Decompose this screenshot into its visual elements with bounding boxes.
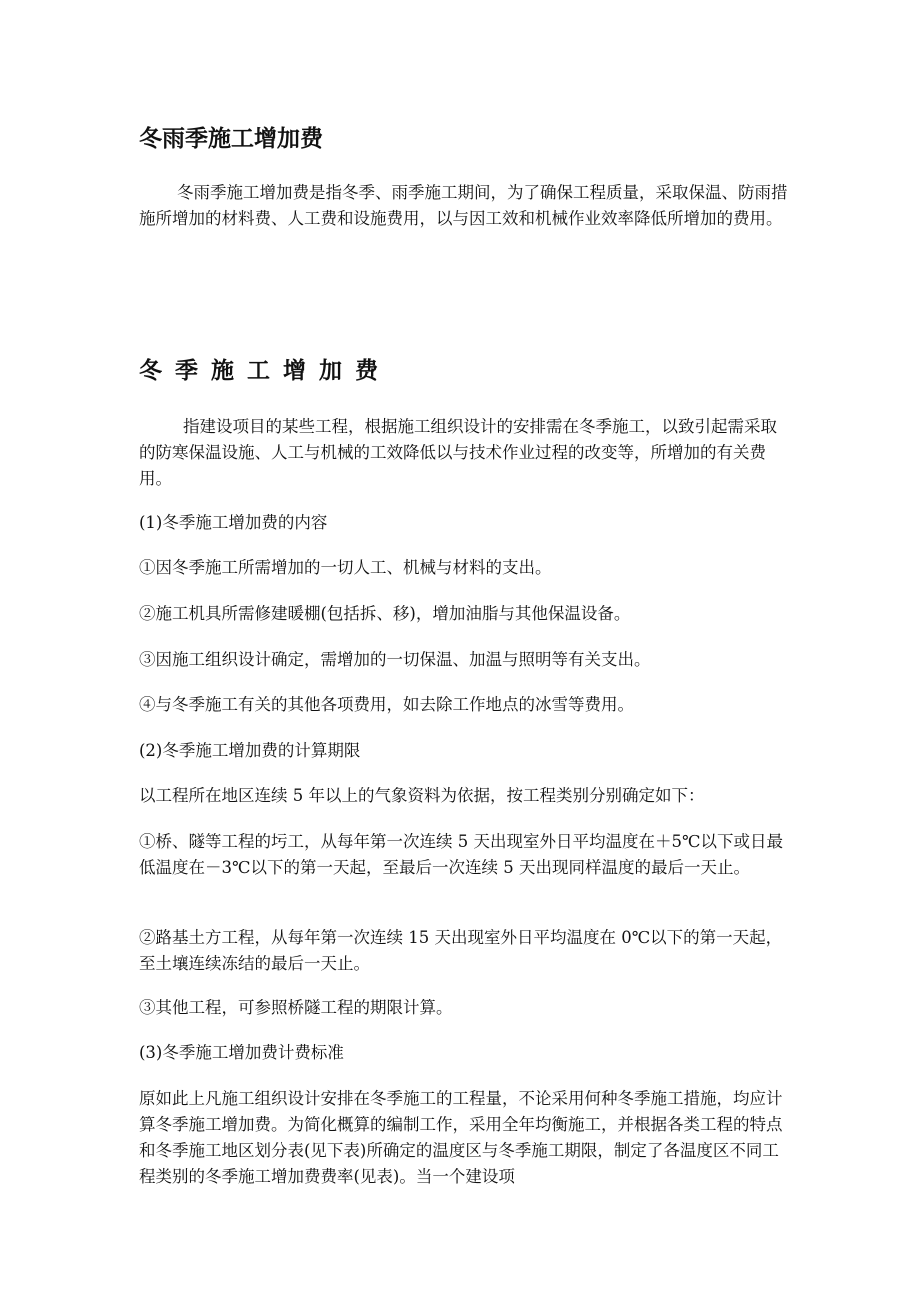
content-item-4: ④与冬季施工有关的其他各项费用，如去除工作地点的冰雪等费用。 xyxy=(139,695,634,714)
heading-content: (1)冬季施工增加费的内容 xyxy=(139,513,328,532)
heading-standard: (3)冬季施工增加费计费标准 xyxy=(139,1043,344,1062)
content-item-3: ③因施工组织设计确定，需增加的一切保温、加温与照明等有关支出。 xyxy=(139,650,651,669)
heading-period: (2)冬季施工增加费的计算期限 xyxy=(139,741,361,760)
section2-intro: 指建设项目的某些工程，根据施工组织设计的安排需在冬季施工，以致引起需采取的防寒保温设施、人工与机械的工效降低以与技术作业过程的改变等，所增加的有关费用。 xyxy=(139,417,777,488)
period-item-3: ③其他工程，可参照桥隧工程的期限计算。 xyxy=(139,998,453,1017)
section1-paragraph: 冬雨季施工增加费是指冬季、雨季施工期间，为了确保工程质量，采取保温、防雨措施所增加的材料费、人工费和设施费用，以与因工效和机械作业效率降低所增加的费用。 xyxy=(139,183,788,228)
standard-paragraph: 原如此上凡施工组织设计安排在冬季施工的工程量，不论采用何种冬季施工措施，均应计算冬季施工增加费。为简化概算的编制工作，采用全年均衡施工，并根据各类工程的特点和冬季施工地区划分表(见下表)所确定的温度区与冬季施工期限，制定了各温度区不同工程类别的冬季施工增加费费率(见表)。当一个建设项 xyxy=(139,1089,783,1186)
content-item-2: ②施工机具所需修建暖棚(包括拆、移)，增加油脂与其他保温设备。 xyxy=(139,604,631,623)
period-item-2: ②路基土方工程，从每年第一次连续 15 天出现室外日平均温度在 0℃以下的第一天起，至土壤连续冻结的最后一天止。 xyxy=(139,928,783,973)
section2-title: 冬季施工增加费 xyxy=(139,357,391,384)
section1-title: 冬雨季施工增加费 xyxy=(139,125,323,152)
period-item-1: ①桥、隧等工程的圬工，从每年第一次连续 5 天出现室外日平均温度在＋5℃以下或日最低温度在－3℃以下的第一天起，至最后一次连续 5 天出现同样温度的最后一天止。 xyxy=(139,832,783,877)
period-paragraph: 以工程所在地区连续 5 年以上的气象资料为依据，按工程类别分别确定如下： xyxy=(139,786,705,805)
content-item-1: ①因冬季施工所需增加的一切人工、机械与材料的支出。 xyxy=(139,558,552,577)
